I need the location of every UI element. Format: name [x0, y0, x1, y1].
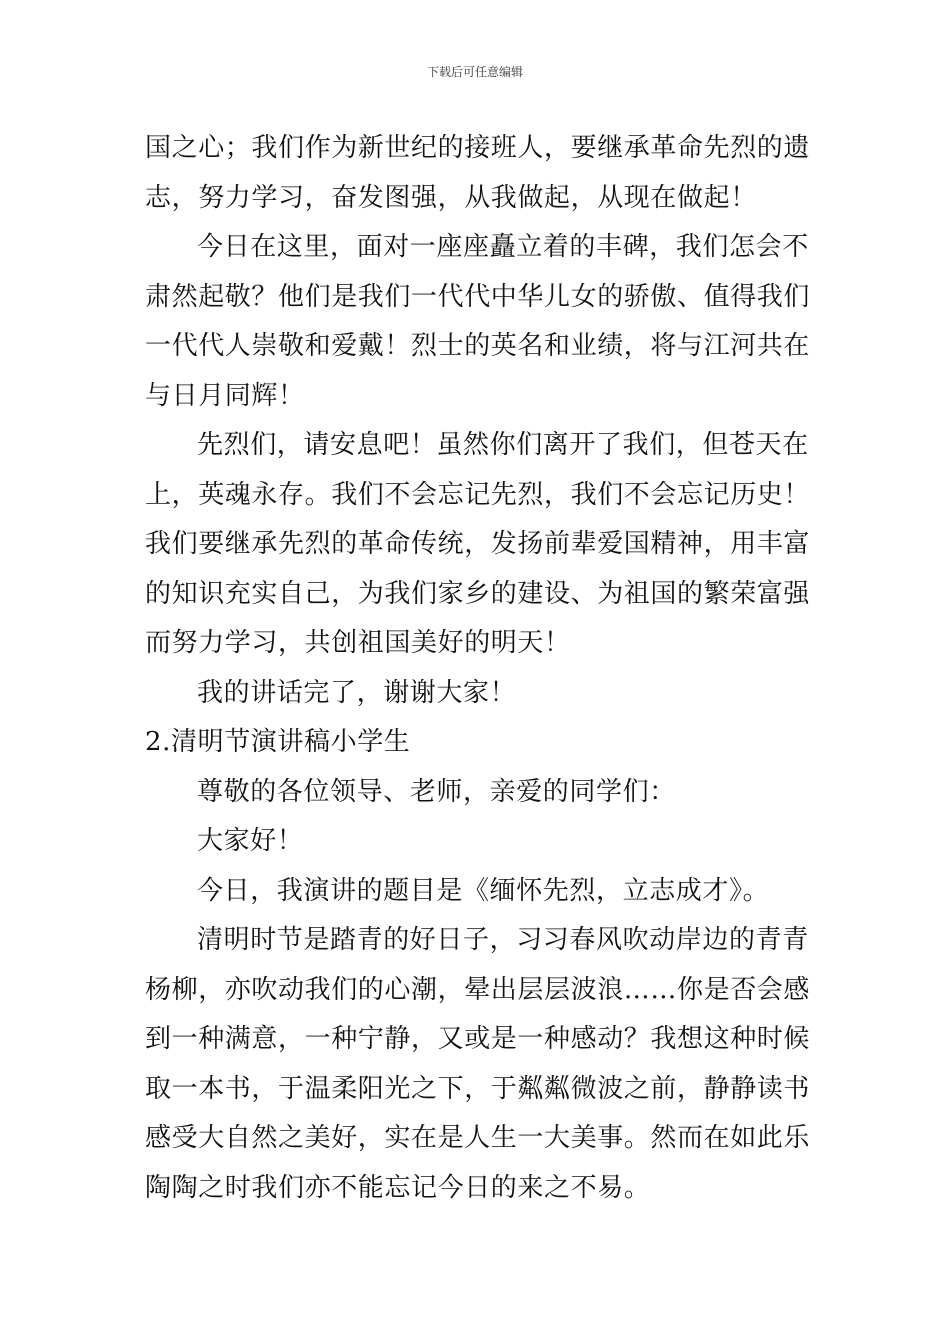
text-line: 感受大自然之美好，实在是人生一大美事。然而在如此乐: [145, 1123, 811, 1153]
document-body: [145, 124, 811, 1213]
text-line: 志，努力学习，奋发图强，从我做起，从现在做起！: [145, 182, 757, 213]
text-line: 今日，我演讲的题目是《缅怀先烈，立志成才》。: [197, 875, 770, 906]
text-line: 国之心；我们作为新世纪的接班人，要继承革命先烈的遗: [145, 133, 811, 163]
text-line: 清明时节是踏青的好日子，习习春风吹动岸边的青青: [197, 925, 809, 955]
page-header: 下载后可任意编辑: [426, 65, 523, 79]
text-line: 大家好！: [197, 826, 304, 856]
text-line: 先烈们，请安息吧！虽然你们离开了我们，但苍天在: [197, 430, 809, 460]
text-line: 今日在这里，面对一座座矗立着的丰碑，我们怎会不: [197, 232, 809, 262]
text-line: 而努力学习，共创祖国美好的明天！: [145, 628, 571, 658]
text-line: 2.清明节演讲稿小学生: [145, 727, 411, 757]
text-line: 上，英魂永存。我们不会忘记先烈，我们不会忘记历史！: [145, 479, 811, 510]
text-line: 肃然起敬？他们是我们一代代中华儿女的骄傲、值得我们: [145, 281, 811, 312]
text-line: 与日月同辉！: [145, 380, 305, 411]
text-line: 尊敬的各位领导、老师，亲爱的同学们：: [197, 776, 676, 807]
text-line: 一代代人崇敬和爱戴！烈士的英名和业绩，将与江河共在: [145, 331, 811, 361]
text-line: 我的讲话完了，谢谢大家！: [197, 677, 517, 708]
text-line: 取一本书，于温柔阳光之下，于粼粼微波之前，静静读书: [145, 1073, 811, 1104]
text-line: 到一种满意，一种宁静，又或是一种感动？我想这种时候: [145, 1024, 811, 1054]
text-line: 的知识充实自己，为我们家乡的建设、为祖国的繁荣富强: [145, 578, 811, 609]
text-line: 杨柳，亦吹动我们的心潮，晕出层层波浪……你是否会感: [145, 974, 811, 1005]
text-line: 我们要继承先烈的革命传统，发扬前辈爱国精神，用丰富: [145, 529, 811, 559]
text-line: 陶陶之时我们亦不能忘记今日的来之不易。: [145, 1172, 651, 1203]
